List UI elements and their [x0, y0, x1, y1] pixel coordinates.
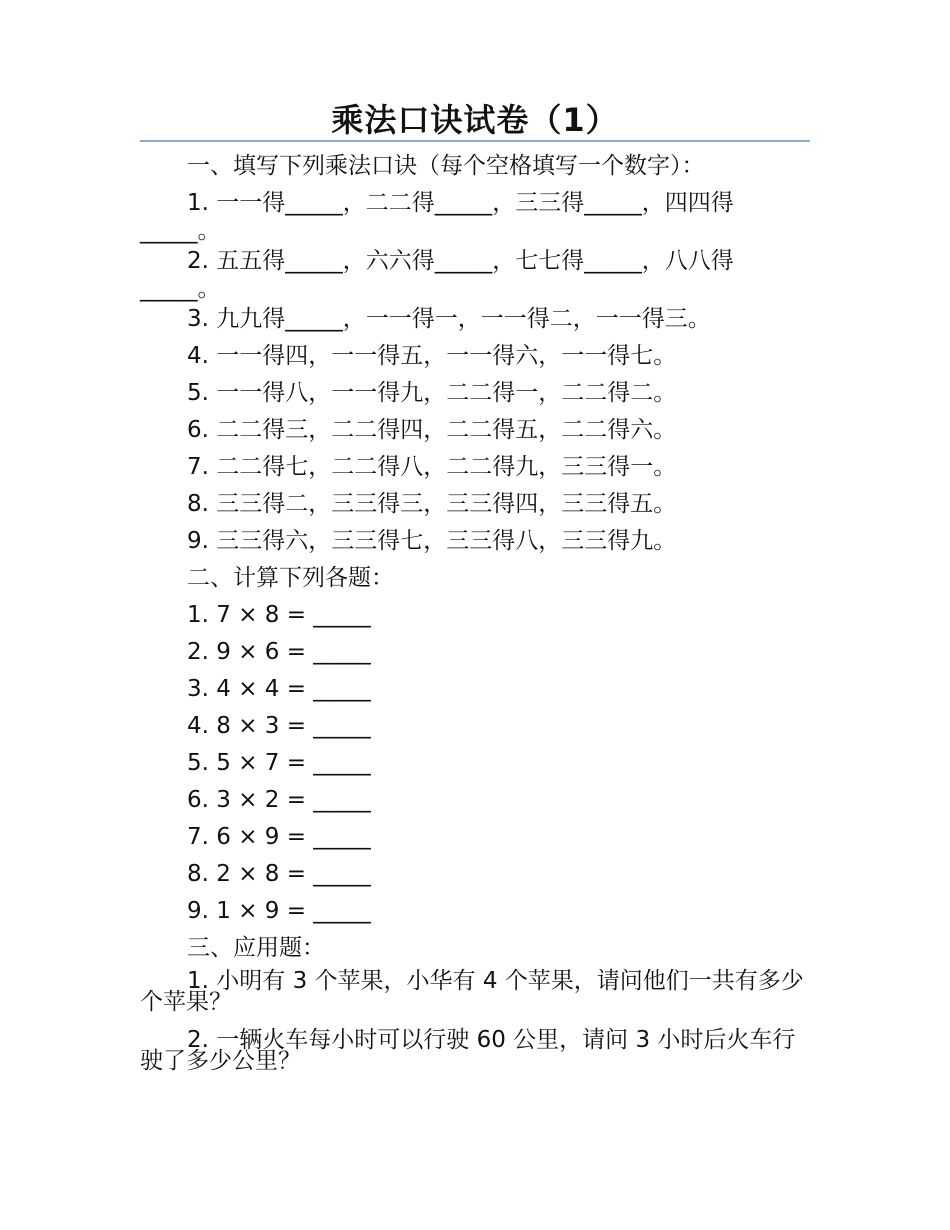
- section2-heading: 二、计算下列各题：: [187, 565, 394, 591]
- section1-item-8: 8. 三三得二，三三得三，三三得四，三三得五。: [187, 491, 677, 517]
- section1-item-1: 1. 一一得_____，二二得_____，三三得_____，四四得_____。: [140, 190, 734, 244]
- title-underline: [140, 140, 810, 142]
- section1-heading: 一、填写下列乘法口诀（每个空格填写一个数字）：: [187, 153, 705, 179]
- section1-item-3: 3. 九九得_____，一一得一，一一得二，一一得三。: [187, 306, 711, 332]
- page-title: 乘法口诀试卷（1）: [331, 101, 619, 139]
- section2-item-1: 1. 7 × 8 = _____: [187, 602, 371, 628]
- section3-item-1: 1. 小明有 3 个苹果，小华有 4 个苹果，请问他们一共有多少个苹果？: [140, 968, 804, 1015]
- section1-item-4: 4. 一一得四，一一得五，一一得六，一一得七。: [187, 343, 677, 369]
- section1-item-5: 5. 一一得八，一一得九，二二得一，二二得二。: [187, 380, 677, 406]
- section3-item-2: 2. 一辆火车每小时可以行驶 60 公里，请问 3 小时后火车行驶了多少公里？: [140, 1027, 796, 1074]
- section1-item-6: 6. 二二得三，二二得四，二二得五，二二得六。: [187, 417, 677, 443]
- section2-item-5: 5. 5 × 7 = _____: [187, 750, 371, 776]
- section3-heading: 三、应用题：: [187, 935, 325, 961]
- section2-item-3: 3. 4 × 4 = _____: [187, 676, 371, 702]
- section2-item-6: 6. 3 × 2 = _____: [187, 787, 371, 813]
- section1-item-2: 2. 五五得_____，六六得_____，七七得_____，八八得_____。: [140, 248, 734, 302]
- section2-item-8: 8. 2 × 8 = _____: [187, 861, 371, 887]
- section2-item-9: 9. 1 × 9 = _____: [187, 898, 371, 924]
- section1-item-9: 9. 三三得六，三三得七，三三得八，三三得九。: [187, 528, 677, 554]
- section1-item-7: 7. 二二得七，二二得八，二二得九，三三得一。: [187, 454, 677, 480]
- section2-item-2: 2. 9 × 6 = _____: [187, 639, 371, 665]
- section2-item-4: 4. 8 × 3 = _____: [187, 713, 371, 739]
- worksheet-page: [140, 100, 810, 1089]
- section2-item-7: 7. 6 × 9 = _____: [187, 824, 371, 850]
